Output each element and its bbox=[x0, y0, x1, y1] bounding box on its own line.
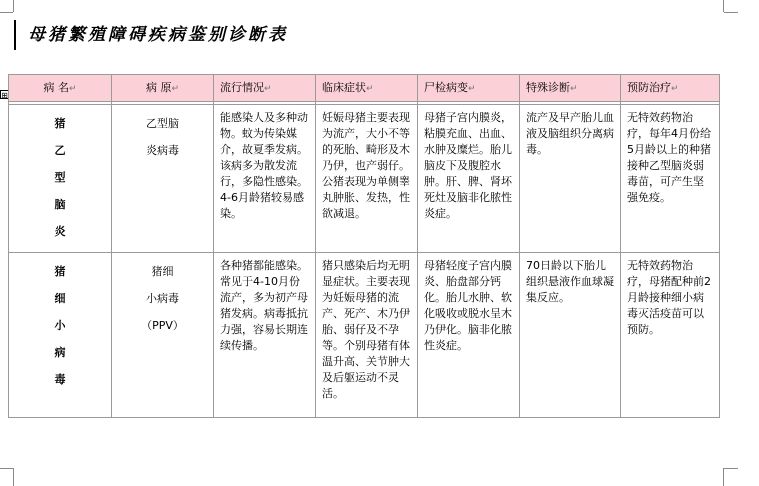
prevention-cell[interactable]: 无特效药物治疗，每年4月份给5月龄以上的种猪接种乙型脑炎弱毒苗，可产生坚强免疫。 bbox=[621, 105, 720, 253]
table-row bbox=[9, 253, 720, 418]
clinical-cell[interactable]: 妊娠母猪主要表现为流产，大小不等的死胎、畸形及木乃伊，也产弱仔。公猪表现为单侧睾丸肿胀、发热，性欲减退。 bbox=[316, 105, 418, 253]
crop-mark-bottom-right-h bbox=[724, 468, 738, 469]
clinical-cell[interactable]: 猪只感染后均无明显症状。主要表现为妊娠母猪的流产、死产、木乃伊胎、弱仔及不孕等。个别母猪有体温升高、关节肿大及后躯运动不灵活。 bbox=[316, 253, 418, 418]
table-header-row bbox=[9, 75, 720, 102]
table-move-handle-icon[interactable]: ⊞ bbox=[1, 91, 8, 100]
table-row bbox=[9, 105, 720, 253]
necropsy-cell[interactable]: 母猪轻度子宫内膜炎、胎盘部分钙化。胎儿水肿、软化吸收或脱水呈木乃伊化。脑非化脓性炎症。 bbox=[418, 253, 520, 418]
header-necropsy[interactable]: 尸检病变↵ bbox=[418, 75, 520, 102]
header-pathogen[interactable]: 病 原↵ bbox=[112, 75, 214, 102]
document-title: 母猪繁殖障碍疾病鉴别诊断表 bbox=[14, 20, 288, 50]
diagnosis-cell[interactable]: 流产及早产胎儿血液及脑组织分离病毒。 bbox=[520, 105, 621, 253]
epidemic-cell[interactable]: 各种猪都能感染。常见于4-10月份流产，多为初产母猪发病。病毒抵抗力强，容易长期连续传播。 bbox=[214, 253, 316, 418]
disease-name-cell[interactable]: 猪 乙 型 脑 炎 bbox=[9, 105, 112, 253]
header-clinical[interactable]: 临床症状↵ bbox=[316, 75, 418, 102]
prevention-cell[interactable]: 无特效药物治疗，母猪配种前2月龄接种细小病毒灭活疫苗可以预防。 bbox=[621, 253, 720, 418]
header-diagnosis[interactable]: 特殊诊断↵ bbox=[520, 75, 621, 102]
pathogen-cell[interactable]: 乙型脑 炎病毒 bbox=[112, 105, 214, 253]
header-prevention[interactable]: 预防治疗↵ bbox=[621, 75, 720, 102]
diagnosis-table bbox=[8, 74, 720, 418]
crop-mark-bottom-left-h bbox=[0, 468, 13, 469]
crop-mark-bottom-right-v bbox=[723, 468, 724, 486]
header-epidemic[interactable]: 流行情况↵ bbox=[214, 75, 316, 102]
crop-mark-top-left-h bbox=[0, 12, 13, 13]
epidemic-cell[interactable]: 能感染人及多种动物。蚊为传染媒介，故夏季发病。该病多为散发流行，多隐性感染。4-6月龄猪较易感染。 bbox=[214, 105, 316, 253]
crop-mark-bottom-left-v bbox=[13, 468, 14, 486]
crop-mark-top-left-v bbox=[13, 0, 14, 12]
crop-mark-top-right-h bbox=[724, 12, 738, 13]
crop-mark-top-right-v bbox=[723, 0, 724, 12]
disease-name-cell[interactable]: 猪 细 小 病 毒 bbox=[9, 253, 112, 418]
header-disease-name[interactable]: 病 名↵ bbox=[9, 75, 112, 102]
pathogen-cell[interactable]: 猪细 小病毒 （PPV） bbox=[112, 253, 214, 418]
necropsy-cell[interactable]: 母猪子宫内膜炎，粘膜充血、出血、水肿及糜烂。胎儿脑皮下及腹腔水肿。肝、脾、肾坏死灶及脑非化脓性炎症。 bbox=[418, 105, 520, 253]
diagnosis-cell[interactable]: 70日龄以下胎儿组织悬液作血球凝集反应。 bbox=[520, 253, 621, 418]
